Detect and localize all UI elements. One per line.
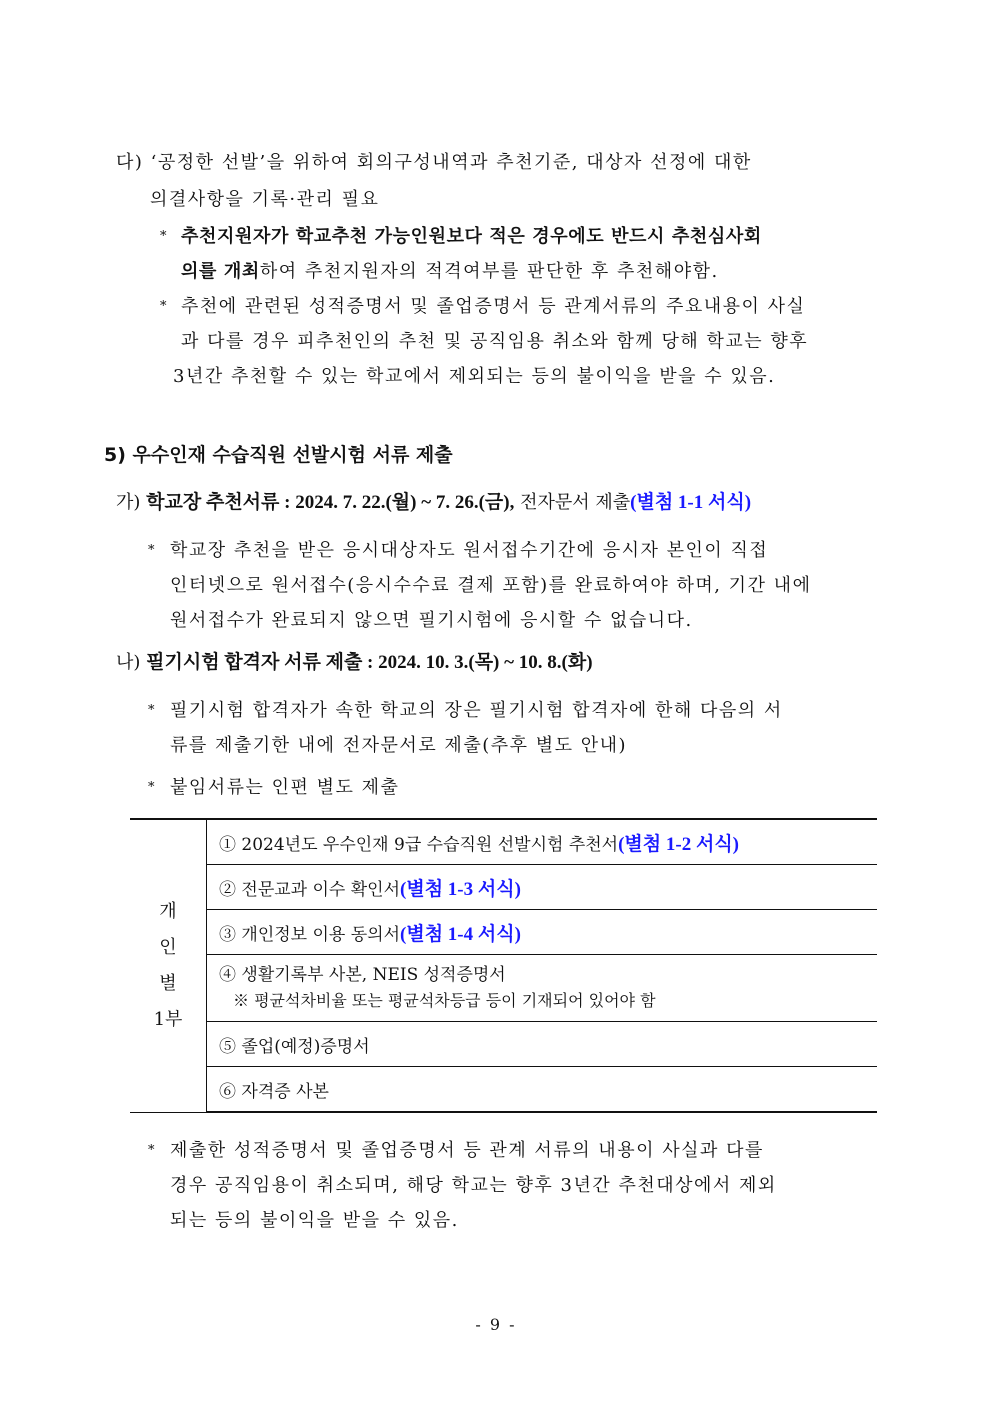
- note-da1-line1: 추천지원자가 학교추천 가능인원보다 적은 경우에도 반드시 추천심사회: [181, 226, 762, 247]
- table-row: [130, 910, 877, 955]
- documents-table: [130, 818, 877, 1113]
- table-row: [130, 955, 877, 1022]
- doc-item-text: ⑥ 자격증 사본: [219, 1081, 329, 1102]
- item-na-marker: 나): [116, 652, 141, 673]
- side-label-char: 개: [159, 900, 177, 922]
- item-ga-bold: 학교장 추천서류 : 2024. 7. 22.(월) ~ 7. 26.(금),: [146, 492, 515, 513]
- doc-item-text: ③ 개인정보 이용 동의서: [219, 924, 401, 945]
- table-row: [130, 1022, 877, 1067]
- doc-item-subnote: ※ 평균석차비율 또는 평균석차등급 등이 기재되어 있어야 함: [233, 991, 656, 1010]
- section-heading: 5) 우수인재 수습직원 선발시험 서류 제출: [104, 444, 453, 466]
- note-na2: 붙임서류는 인편 별도 제출: [170, 777, 400, 798]
- side-label: [130, 819, 207, 1112]
- doc-item-text: ② 전문교과 이수 확인서: [219, 879, 401, 900]
- note-da2-line1: 추천에 관련된 성적증명서 및 졸업증명서 등 관계서류의 주요내용이 사실: [181, 296, 806, 317]
- item-na-bold: 필기시험 합격자 서류 제출 : 2024. 10. 3.(목) ~ 10. 8.(화): [146, 652, 593, 673]
- item-da-line1: [116, 150, 752, 176]
- doc-item-text: ⑤ 졸업(예정)증명서: [219, 1036, 370, 1057]
- closing-note-line3: 되는 등의 불이익을 받을 수 있음.: [170, 1210, 459, 1231]
- doc-item-text: ④ 생활기록부 사본, NEIS 성적증명서: [219, 965, 506, 985]
- table-cell: [207, 955, 878, 1022]
- table-row: [130, 1067, 877, 1113]
- item-ga-rest: 전자문서 제출: [514, 492, 631, 513]
- item-da-marker: 다): [116, 152, 144, 173]
- note-da2-line2: 과 다를 경우 피추천인의 추천 및 공직임용 취소와 함께 당해 학교는 향후: [181, 331, 809, 352]
- note-bullet: *: [148, 780, 155, 795]
- note-da1-bold: 의를 개최: [181, 261, 260, 282]
- note-da2-line3: 3년간 추천할 수 있는 학교에서 제외되는 등의 불이익을 받을 수 있음.: [173, 366, 776, 387]
- side-label-char: 인: [159, 936, 177, 958]
- table-cell: [207, 1067, 878, 1113]
- item-da-line2: 의결사항을 기록·관리 필요: [150, 189, 380, 210]
- table-row: [130, 819, 877, 865]
- note-bullet: *: [160, 299, 167, 314]
- side-label-char: 별: [159, 972, 177, 994]
- note-na1-line2: 류를 제출기한 내에 전자문서로 제출(추후 별도 안내): [170, 735, 628, 756]
- note-bullet: *: [160, 229, 167, 244]
- item-ga: [116, 490, 751, 516]
- doc-item-text: ① 2024년도 우수인재 9급 수습직원 선발시험 추천서: [219, 834, 619, 855]
- table-cell: [207, 1022, 878, 1067]
- closing-note-line2: 경우 공직임용이 취소되며, 해당 학교는 향후 3년간 추천대상에서 제외: [170, 1175, 777, 1196]
- side-label-char: 1부: [153, 1008, 183, 1030]
- note-da1-line2: [181, 259, 719, 285]
- item-da-text1: ‘공정한 선발’을 위하여 회의구성내역과 추천기준, 대상자 선정에 대한: [150, 152, 752, 173]
- note-ga-line3: 원서접수가 완료되지 않으면 필기시험에 응시할 수 없습니다.: [170, 610, 693, 631]
- table-cell: [207, 819, 878, 865]
- doc-item-ref: (별첨 1-2 서식): [618, 833, 740, 855]
- note-ga-line1: 학교장 추천을 받은 응시대상자도 원서접수기간에 응시자 본인이 직접: [170, 540, 769, 561]
- note-na1-line1: 필기시험 합격자가 속한 학교의 장은 필기시험 합격자에 한해 다음의 서: [170, 700, 783, 721]
- doc-item-ref: (별첨 1-3 서식): [400, 878, 521, 900]
- closing-note-line1: 제출한 성적증명서 및 졸업증명서 등 관계 서류의 내용이 사실과 다를: [170, 1140, 764, 1161]
- note-bullet: *: [148, 1143, 155, 1158]
- doc-item-ref: (별첨 1-4 서식): [400, 923, 521, 945]
- note-bullet: *: [148, 543, 155, 558]
- table-row: [130, 865, 877, 910]
- table-cell: [207, 910, 878, 955]
- item-na: [116, 650, 593, 676]
- item-ga-ref: (별첨 1-1 서식): [630, 492, 752, 513]
- item-ga-marker: 가): [116, 492, 141, 513]
- table-cell: [207, 865, 878, 910]
- note-da1-rest: 하여 추천지원자의 적격여부를 판단한 후 추천해야함.: [259, 261, 719, 282]
- note-ga-line2: 인터넷으로 원서접수(응시수수료 결제 포함)를 완료하여야 하며, 기간 내에: [170, 575, 812, 596]
- page-number: - 9 -: [475, 1315, 517, 1334]
- note-bullet: *: [148, 703, 155, 718]
